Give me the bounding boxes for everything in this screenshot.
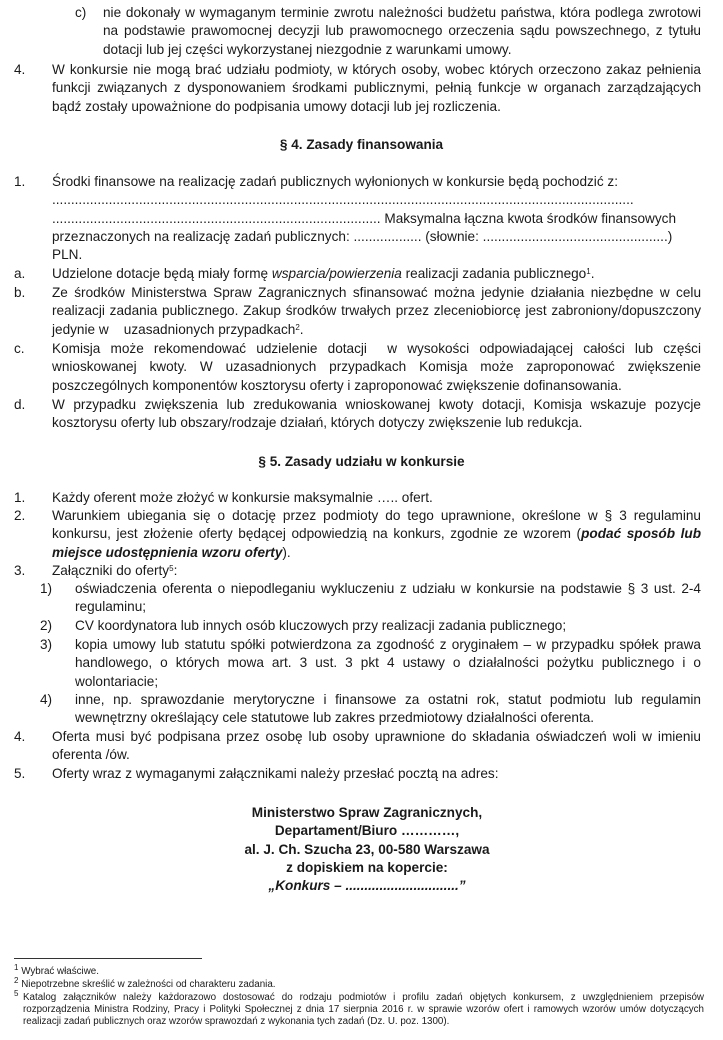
footnote-text: Wybrać właściwe. — [21, 966, 99, 977]
footnote-ref: 2 — [295, 322, 300, 332]
list-marker: d. — [14, 397, 26, 412]
text-fragment: Załączniki do oferty — [52, 563, 170, 578]
address-line: Ministerstwo Spraw Zagranicznych, — [251, 805, 483, 820]
section-heading-5: § 5. Zasady udziału w konkursie — [258, 454, 465, 469]
list-marker: a. — [14, 266, 26, 281]
sub-list-marker: 1) — [40, 581, 53, 596]
address-block — [52, 804, 682, 895]
text-line: Środki finansowe na realizację zadań publicznych wyłonionych w konkursie będą pochodzić z: — [52, 174, 618, 189]
list-marker: c. — [14, 341, 25, 356]
paragraph-s4-c: Komisja może rekomendować udzielenie dotacji w wysokości odpowiadającej całości lub części wnioskowanej kwoty. W uzasadnionych przypadkach Komisja może zaproponować zwiększenie poszczególnych komponentów kosztorysu oferty i zaproponować zwiększenie dofinansowania. — [52, 341, 705, 393]
text-fragment: Ze środków Ministerstwa Spraw Zagranicznych sfinansować można jedynie działania niezbędne w celu realizacji zadania publicznego. Zakup środków trwałych przez zleceniobiorcę jest zabroniony/dopuszczony jedynie w uzasadnionych przypadkach — [52, 285, 705, 337]
dotted-fill-line: .......................................................................................................................................................... — [52, 192, 634, 208]
footnote-number-wrap — [14, 989, 19, 1004]
list-marker: 5. — [14, 766, 26, 781]
text-fragment: Maksymalna łączna kwota środków finansowych — [384, 210, 677, 226]
text-fragment: realizacji zadania publicznego — [401, 266, 587, 281]
footnote — [14, 976, 704, 991]
list-marker: 3. — [14, 563, 26, 578]
section-heading-4: § 4. Zasady finansowania — [279, 137, 444, 152]
footnote — [14, 963, 704, 978]
sub-list-item: inne, np. sprawozdanie merytoryczne i finansowe za ostatni rok, statut podmiotu lub regulamin wewnętrzny określający cele statutowe lub zakres przedmiotowy działalności oferenta. — [75, 692, 701, 726]
footnote-ref: 5 — [169, 564, 174, 573]
paragraph-s5-3 — [52, 562, 701, 580]
footnote-text: Niepotrzebne skreślić w zależności od charakteru zadania. — [21, 979, 276, 990]
text-line — [52, 210, 701, 228]
address-line: al. J. Ch. Szucha 23, 00-580 Warszawa — [244, 841, 490, 857]
sub-list-marker: 2) — [40, 618, 53, 633]
address-line: z dopiskiem na kopercie: — [286, 859, 448, 875]
text-fragment: . — [590, 266, 595, 281]
dotted-fill: ....................................................................................... — [52, 210, 381, 226]
text-fragment: : — [173, 563, 178, 578]
address-line: Departament/Biuro …………, — [274, 823, 460, 839]
text-fragment: Warunkiem ubiegania się o dotację przez podmioty do tego uprawnione, określone w § 3 regulaminu konkursu, jest złożenie oferty będącej odpowiedzią na konkurs, zgodnie ze wzorem ( — [52, 508, 701, 542]
paragraph-s4-1 — [52, 173, 701, 264]
footnote-number: 1 — [14, 963, 19, 972]
text-fragment: ). — [282, 544, 291, 560]
paragraph-s5-5: Oferty wraz z wymaganymi załącznikami należy przesłać pocztą na adres: — [52, 766, 499, 781]
italic-text: podać sposób lub miejsce udostępnienia wzoru oferty — [52, 526, 701, 560]
footnote-number: 5 — [14, 989, 19, 998]
paragraph-s5-2 — [52, 507, 701, 562]
sub-list-item: CV koordynatora lub innych osób kluczowych przy realizacji zadania publicznego; — [75, 618, 567, 633]
paragraph-s4-b — [52, 284, 705, 339]
paragraph-s4-a — [52, 265, 701, 283]
footnote-ref: 1 — [586, 267, 591, 276]
sub-list-item: oświadczenia oferenta o niepodleganiu wykluczeniu z udziału w konkursie na podstawie § 3 ust. 2-4 regulaminu; — [75, 581, 701, 615]
text-fragment: . — [299, 321, 304, 337]
paragraph-s4-d: W przypadku zwiększenia lub zredukowania wnioskowanej kwoty dotacji, Komisja wskazuje pozycje kosztorysu oferty lub obszary/rodzaje działań, których dotyczy zwiększenie lub redukcja. — [52, 397, 701, 431]
list-marker: 4. — [14, 729, 26, 744]
footnote-text: Katalog załączników należy każdorazowo dostosować do rodzaju podmiotów i profilu zadań objętych konkursem, z uwzględnieniem przepisów rozporządzenia Ministra Rodziny, Pracy i Polityki Społecznej z dnia 17 sierpnia 2016 r. w sprawie wzorów ofert i ramowych wzorów umów dotyczących realizacji zadań publicznych oraz wzorów sprawozdań z wykonania tych zadań (Dz. U. poz. 1300). — [23, 992, 704, 1028]
list-marker: 1. — [14, 174, 26, 189]
list-marker: c) — [75, 5, 87, 20]
text-line: przeznaczonych na realizację zadań publicznych: .................. (słownie: .................................................) — [52, 228, 673, 244]
paragraph-s5-4: Oferta musi być podpisana przez osobę lub osoby uprawnione do składania oświadczeń woli w imieniu oferenta /ów. — [52, 729, 701, 763]
footnote-separator — [14, 958, 202, 959]
footnote — [14, 989, 704, 1029]
address-line: „Konkurs – ..............................” — [268, 878, 466, 894]
list-marker: 4. — [14, 62, 26, 77]
sub-list-marker: 4) — [40, 692, 53, 707]
paragraph-s5-1: Każdy oferent może złożyć w konkursie maksymalnie ….. ofert. — [52, 490, 433, 505]
footnote-number: 2 — [14, 976, 19, 985]
italic-text: wsparcia/powierzenia — [271, 266, 402, 281]
sub-list-marker: 3) — [40, 637, 53, 652]
text-fragment: Udzielone dotacje będą miały formę — [52, 266, 272, 281]
text-line: PLN. — [52, 247, 83, 263]
paragraph-s3-c: nie dokonały w wymaganym terminie zwrotu należności budżetu państwa, która podlega zwrotowi na podstawie prawomocnej decyzji lub prawomocnego orzeczenia sądu powszechnego, z tytułu dotacji lub jej części wykorzystanej niezgodnie z warunkami umowy. — [103, 5, 701, 57]
list-marker: b. — [14, 285, 26, 300]
list-marker: 1. — [14, 490, 26, 505]
paragraph-s3-4: W konkursie nie mogą brać udziału podmioty, w których osoby, wobec których orzeczono zakaz pełnienia funkcji związanych z dysponowaniem środkami publicznymi, pełnią funkcje w organach zarządzających bądź zostały upoważnione do podpisania umowy dotacji lub jej rozliczenia. — [52, 62, 701, 114]
list-marker: 2. — [14, 508, 26, 523]
sub-list-item: kopia umowy lub statutu spółki potwierdzona za zgodność z oryginałem – w przypadku spółek prawa handlowego, o których mowa art. 3 ust. 3 pkt 4 ustawy o działalności pożytku publicznego i o wolontariacie; — [75, 637, 701, 689]
